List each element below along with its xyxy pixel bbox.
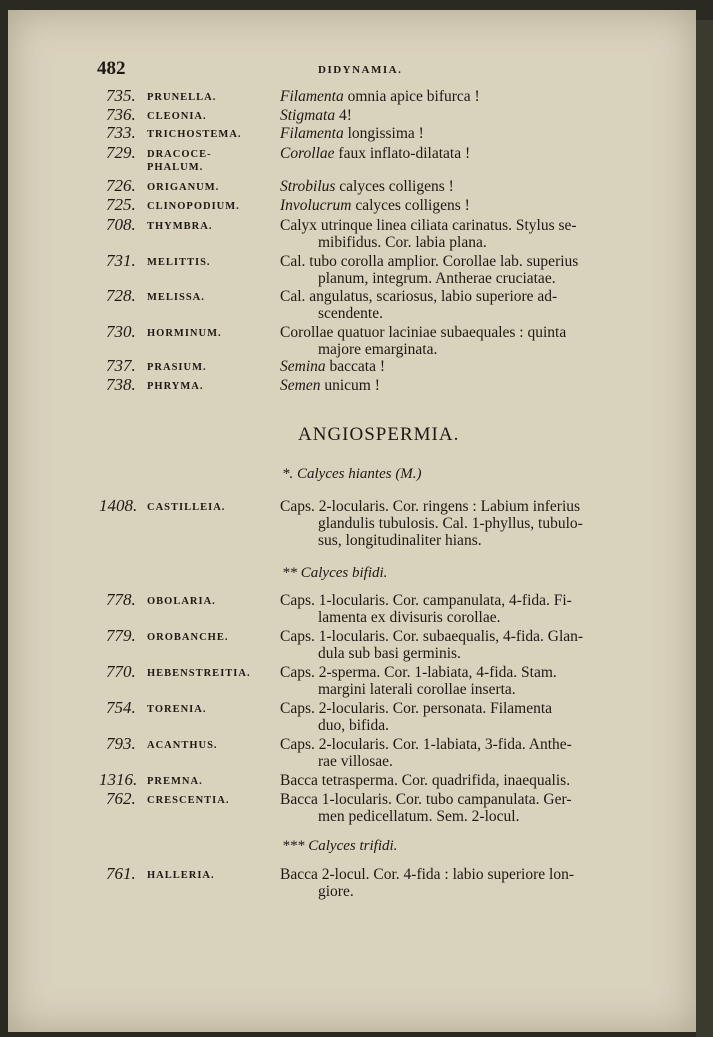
genus-description [280, 628, 645, 662]
entry-number: 754. [106, 698, 136, 717]
genus-name: CRESCENTIA. [147, 795, 230, 806]
genus-description [280, 88, 645, 105]
entry-number: 761. [106, 864, 136, 883]
genus-description [280, 866, 645, 900]
description-line-1: majore emarginata. [318, 341, 438, 358]
subheading-calyces-trifidi: *** Calyces trifidi. [282, 838, 398, 854]
genus-name: CASTILLEIA. [147, 502, 226, 513]
description-line-0: Caps. 2-locularis. Cor. 1-labiata, 3-fida. Anthe- [280, 736, 572, 753]
section-title: ANGIOSPERMIA. [298, 424, 460, 445]
page-number: 482 [97, 58, 126, 79]
description-text: calyces colligens ! [335, 178, 454, 195]
entry-number: 770. [106, 662, 136, 681]
entry-number: 735. [106, 86, 136, 105]
genus-description [280, 145, 645, 162]
description-line-0: Cal. angulatus, scariosus, labio superiore ad- [280, 288, 558, 305]
subheading-calyces-bifidi: ** Calyces bifidi. [282, 565, 388, 581]
entry-number: 736. [106, 105, 136, 124]
description-term: Semina [280, 358, 326, 375]
description-line-0: Caps. 2-locularis. Cor. ringens : Labium inferius [280, 498, 581, 515]
description-line-1: mibifidus. Cor. labia plana. [318, 234, 487, 251]
entry-number: 1408. [99, 496, 138, 515]
entry-number: 737. [106, 356, 136, 375]
description-line-1: margini laterali corollae inserta. [318, 681, 516, 698]
genus-name: HORMINUM. [147, 328, 222, 339]
running-title: DIDYNAMIA. [318, 64, 403, 76]
genus-description [280, 253, 645, 287]
genus-name: HEBENSTREITIA. [147, 668, 251, 679]
description-text: unicum ! [320, 377, 380, 394]
genus-name: THYMBRA. [147, 221, 213, 232]
description-term: Corollae [280, 145, 335, 162]
description-line-0: Caps. 1-locularis. Cor. subaequalis, 4-fida. Glan- [280, 628, 584, 645]
genus-name: PREMNA. [147, 776, 203, 787]
description-term: Filamenta [280, 88, 344, 105]
entry-number: 738. [106, 375, 136, 394]
genus-description [280, 217, 645, 251]
description-line-0: Calyx utrinque linea ciliata carinatus. Stylus se- [280, 217, 577, 234]
genus-name: CLINOPODIUM. [147, 201, 240, 212]
genus-name: HALLERIA. [147, 870, 215, 881]
genus-name: PHRYMA. [147, 381, 204, 392]
description-line-0: Cal. tubo corolla amplior. Corollae lab. superius [280, 253, 579, 270]
book-spine [696, 20, 713, 1037]
genus-description [280, 125, 645, 142]
genus-description [280, 197, 645, 214]
entry-number: 725. [106, 195, 136, 214]
description-text: baccata ! [325, 358, 386, 375]
entry-number: 728. [106, 286, 136, 305]
genus-description [280, 288, 645, 322]
genus-description [280, 324, 645, 358]
entry-number: 730. [106, 322, 136, 341]
entry-number: 779. [106, 626, 136, 645]
genus-description [280, 377, 645, 394]
genus-name: TORENIA. [147, 704, 207, 715]
description-text: omnia apice bifurca ! [343, 88, 480, 105]
description-term: Filamenta [280, 125, 344, 142]
description-line-1: scendente. [318, 305, 383, 322]
genus-description [280, 700, 645, 734]
genus-name: OBOLARIA. [147, 596, 216, 607]
entry-number: 762. [106, 789, 136, 808]
genus-name: TRICHOSTEMA. [147, 129, 242, 140]
description-line-0: Caps. 2-sperma. Cor. 1-labiata, 4-fida. Stam. [280, 664, 557, 681]
genus-name: DRACOCE- PHALUM. [147, 149, 212, 173]
genus-description [280, 736, 645, 770]
description-term: Strobilus [280, 178, 336, 195]
genus-description [280, 178, 645, 195]
description-line-0: Bacca 2-locul. Cor. 4-fida : labio superiore lon- [280, 866, 574, 883]
genus-name: MELISSA. [147, 292, 205, 303]
description-line-0: Caps. 1-locularis. Cor. campanulata, 4-fida. Fi- [280, 592, 572, 609]
subheading-calyces-hiantes: *. Calyces hiantes (M.) [282, 466, 422, 482]
description-text: 4! [335, 107, 352, 124]
genus-description [280, 772, 645, 789]
description-line-0: Bacca 1-locularis. Cor. tubo campanulata. Ger- [280, 791, 572, 808]
description-text: faux inflato-dilatata ! [334, 145, 471, 162]
genus-name: PRUNELLA. [147, 92, 217, 103]
description-line-1: giore. [318, 883, 354, 900]
entry-number: 1316. [99, 770, 138, 789]
description-text: longissima ! [343, 125, 424, 142]
entry-number: 731. [106, 251, 136, 270]
entry-number: 708. [106, 215, 136, 234]
description-line-1: men pedicellatum. Sem. 2-locul. [318, 808, 520, 825]
description-term: Semen [280, 377, 321, 394]
description-line-1: planum, integrum. Antherae cruciatae. [318, 270, 556, 287]
description-line-1: duo, bifida. [318, 717, 390, 734]
genus-description [280, 358, 645, 375]
description-line-0: Bacca tetrasperma. Cor. quadrifida, inaequalis. [280, 772, 571, 789]
genus-description [280, 498, 645, 549]
description-line-1: dula sub basi germinis. [318, 645, 461, 662]
description-line-1: rae villosae. [318, 753, 393, 770]
genus-name: CLEONIA. [147, 111, 207, 122]
genus-name: MELITTIS. [147, 257, 211, 268]
genus-name: ORIGANUM. [147, 182, 220, 193]
genus-name: OROBANCHE. [147, 632, 229, 643]
description-line-0: Corollae quatuor laciniae subaequales : quinta [280, 324, 567, 341]
description-line-0: Caps. 2-locularis. Cor. personata. Filamenta [280, 700, 553, 717]
genus-description [280, 664, 645, 698]
genus-description [280, 107, 645, 124]
description-term: Involucrum [280, 197, 352, 214]
genus-description [280, 791, 645, 825]
genus-name: ACANTHUS. [147, 740, 218, 751]
description-line-1: lamenta ex divisuris corollae. [318, 609, 501, 626]
description-line-1: glandulis tubulosis. Cal. 1-phyllus, tubulo- [318, 515, 583, 532]
entry-number: 729. [106, 143, 136, 162]
description-text: calyces colligens ! [351, 197, 470, 214]
genus-name: PRASIUM. [147, 362, 207, 373]
description-term: Stigmata [280, 107, 336, 124]
entry-number: 778. [106, 590, 136, 609]
description-line-2: sus, longitudinaliter hians. [318, 532, 482, 549]
entry-number: 726. [106, 176, 136, 195]
entry-number: 733. [106, 123, 136, 142]
genus-description [280, 592, 645, 626]
entry-number: 793. [106, 734, 136, 753]
